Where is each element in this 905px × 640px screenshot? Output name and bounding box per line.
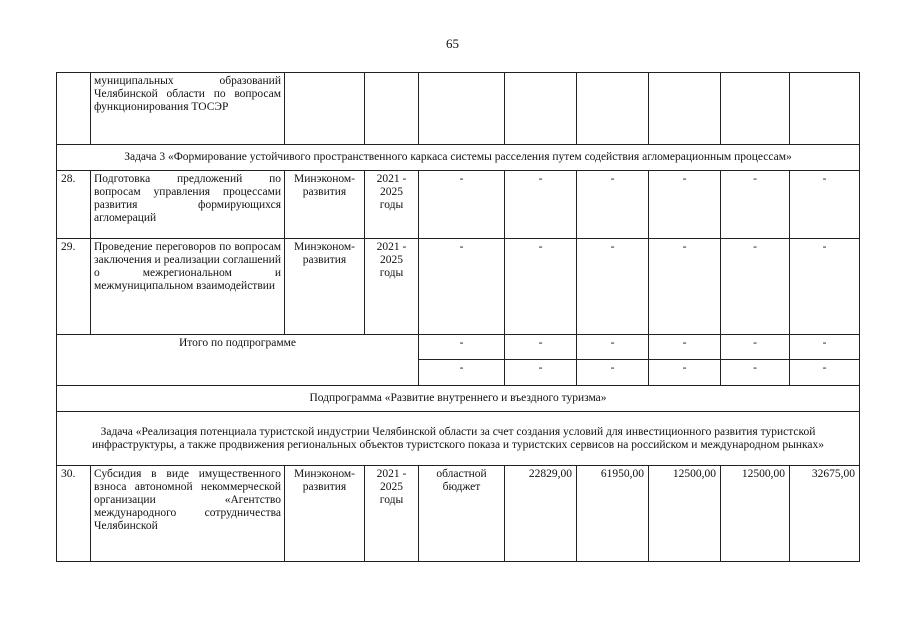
task-heading: Задача «Реализация потенциала туристской индустрии Челябинской области за счет создания условий для инвестиционного развития туристской инфраструктуры, а также продвижения региональных объектов туристского показа и туристских сервисов на российском и международном рынках» xyxy=(57,412,860,466)
measure-name-cell: Субсидия в виде имущественного взноса автономной некоммерческой организации «Агентство международного сотрудничества Челябинской xyxy=(91,466,285,562)
budget-table xyxy=(56,72,860,562)
value-cell: 12500,00 xyxy=(649,466,721,562)
executor-cell: Минэконом-развития xyxy=(285,466,365,562)
value-cell: - xyxy=(505,239,577,335)
period-cell xyxy=(365,73,419,145)
value-cell: - xyxy=(649,171,721,239)
measure-name-cell: Подготовка предложений по вопросам управления процессами развития формирующихся агломераций xyxy=(91,171,285,239)
total-cell: - xyxy=(790,335,860,360)
table-row xyxy=(57,145,860,171)
value-cell: 32675,00 xyxy=(790,466,860,562)
source-cell xyxy=(419,73,505,145)
table-row xyxy=(57,412,860,466)
total-cell: - xyxy=(505,360,577,386)
table-row xyxy=(57,239,860,335)
page-number: 65 xyxy=(446,36,459,51)
row-number-cell xyxy=(57,73,91,145)
table-row xyxy=(57,386,860,412)
table-row xyxy=(57,171,860,239)
task-heading: Задача 3 «Формирование устойчивого пространственного каркаса системы расселения путем содействия агломерационным процессам» xyxy=(57,145,860,171)
total-cell: - xyxy=(721,360,790,386)
value-cell xyxy=(790,73,860,145)
period-cell: 2021 - 2025 годы xyxy=(365,466,419,562)
total-cell: - xyxy=(577,360,649,386)
total-cell: - xyxy=(577,335,649,360)
value-cell: - xyxy=(790,239,860,335)
value-cell: - xyxy=(577,171,649,239)
measure-name-cell: муниципальных образований Челябинской области по вопросам функционирования ТОСЭР xyxy=(91,73,285,145)
value-cell: 12500,00 xyxy=(721,466,790,562)
total-cell: - xyxy=(419,335,505,360)
executor-cell: Минэконом-развития xyxy=(285,171,365,239)
value-cell: - xyxy=(649,239,721,335)
period-cell: 2021 - 2025 годы xyxy=(365,171,419,239)
table-row xyxy=(57,466,860,562)
value-cell: - xyxy=(790,171,860,239)
total-cell: - xyxy=(721,335,790,360)
row-number-cell: 28. xyxy=(57,171,91,239)
value-cell xyxy=(505,73,577,145)
value-cell: 61950,00 xyxy=(577,466,649,562)
total-cell: - xyxy=(649,335,721,360)
row-number-cell: 29. xyxy=(57,239,91,335)
period-cell: 2021 - 2025 годы xyxy=(365,239,419,335)
value-cell: - xyxy=(721,239,790,335)
source-cell: - xyxy=(419,239,505,335)
measure-name-cell: Проведение переговоров по вопросам заключения и реализации соглашений о межрегиональном и межмуниципальном взаимодействии xyxy=(91,239,285,335)
value-cell: - xyxy=(577,239,649,335)
value-cell xyxy=(721,73,790,145)
total-cell: - xyxy=(790,360,860,386)
value-cell xyxy=(577,73,649,145)
total-cell: - xyxy=(649,360,721,386)
executor-cell xyxy=(285,73,365,145)
total-label: Итого по подпрограмме xyxy=(57,335,419,386)
row-number-cell: 30. xyxy=(57,466,91,562)
value-cell: - xyxy=(505,171,577,239)
value-cell: - xyxy=(721,171,790,239)
executor-cell: Минэконом-развития xyxy=(285,239,365,335)
total-cell: - xyxy=(505,335,577,360)
source-cell: областной бюджет xyxy=(419,466,505,562)
total-cell: - xyxy=(419,360,505,386)
table-row xyxy=(57,73,860,145)
value-cell: 22829,00 xyxy=(505,466,577,562)
table-row xyxy=(57,335,860,360)
source-cell: - xyxy=(419,171,505,239)
value-cell xyxy=(649,73,721,145)
subprogram-heading: Подпрограмма «Развитие внутреннего и въездного туризма» xyxy=(57,386,860,412)
